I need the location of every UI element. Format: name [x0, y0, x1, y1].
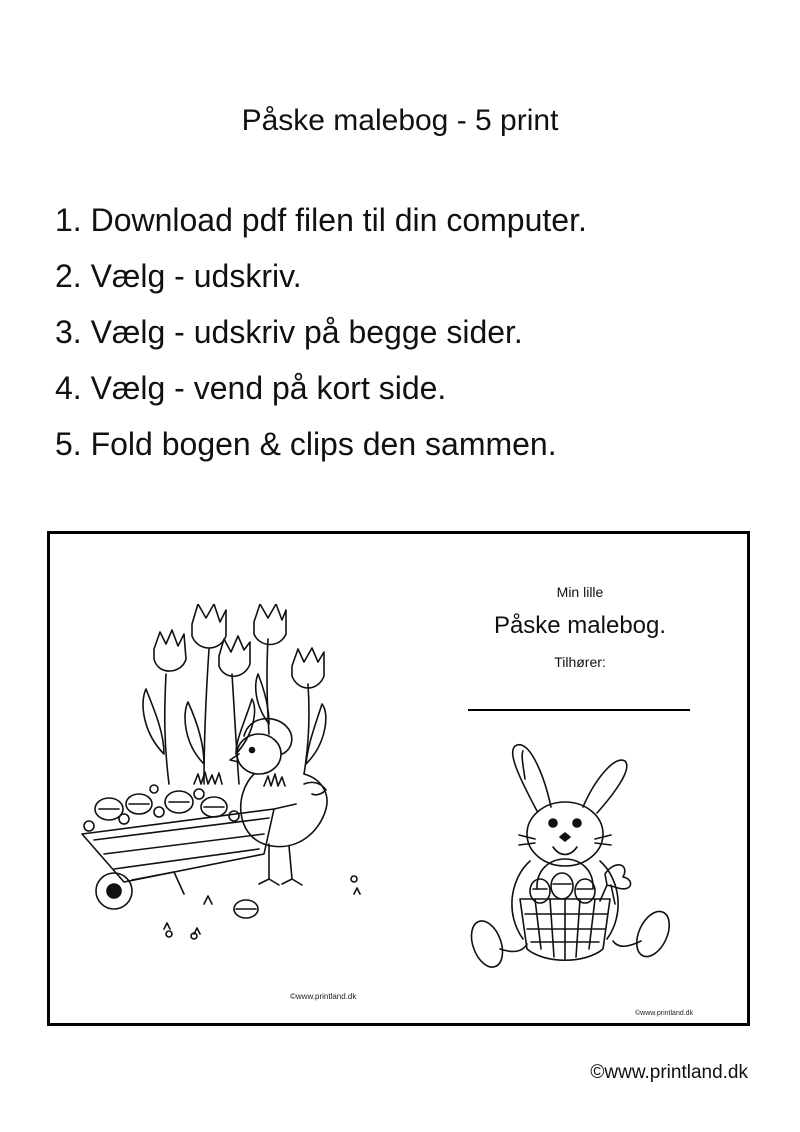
instruction-step: 2. Vælg - udskriv. [55, 258, 302, 294]
tulip-icon [185, 604, 226, 784]
instruction-list [55, 192, 587, 472]
instruction-step: 5. Fold bogen & clips den sammen. [55, 426, 557, 462]
tulip-icon [292, 648, 326, 774]
instruction-step: 4. Vælg - vend på kort side. [55, 370, 447, 406]
egg-basket-icon [520, 859, 631, 960]
bunny-basket-illustration [465, 739, 685, 974]
chick-wheelbarrow-illustration [64, 604, 394, 949]
booklet-preview [47, 531, 750, 1026]
tulip-icon [254, 604, 286, 734]
cover-title: Påske malebog. [493, 612, 667, 639]
bunny-icon [466, 745, 676, 972]
footer-credit: ©www.printland.dk [590, 1062, 748, 1083]
page-title: Påske malebog - 5 print [241, 104, 559, 137]
booklet-left-page [50, 534, 410, 1023]
instruction-step: 3. Vælg - udskriv på begge sider. [55, 314, 523, 350]
owner-label: Tilhører: [554, 654, 606, 670]
cover-page-credit: ©www.printland.dk [635, 1010, 694, 1017]
owner-name-line [468, 709, 690, 711]
left-page-credit: ©www.printland.dk [290, 992, 357, 1001]
cover-small-heading: Min lille [556, 584, 604, 600]
booklet-cover-page [410, 534, 750, 1023]
instruction-step: 1. Download pdf filen til din computer. [55, 202, 587, 238]
tulip-icon [143, 630, 186, 784]
